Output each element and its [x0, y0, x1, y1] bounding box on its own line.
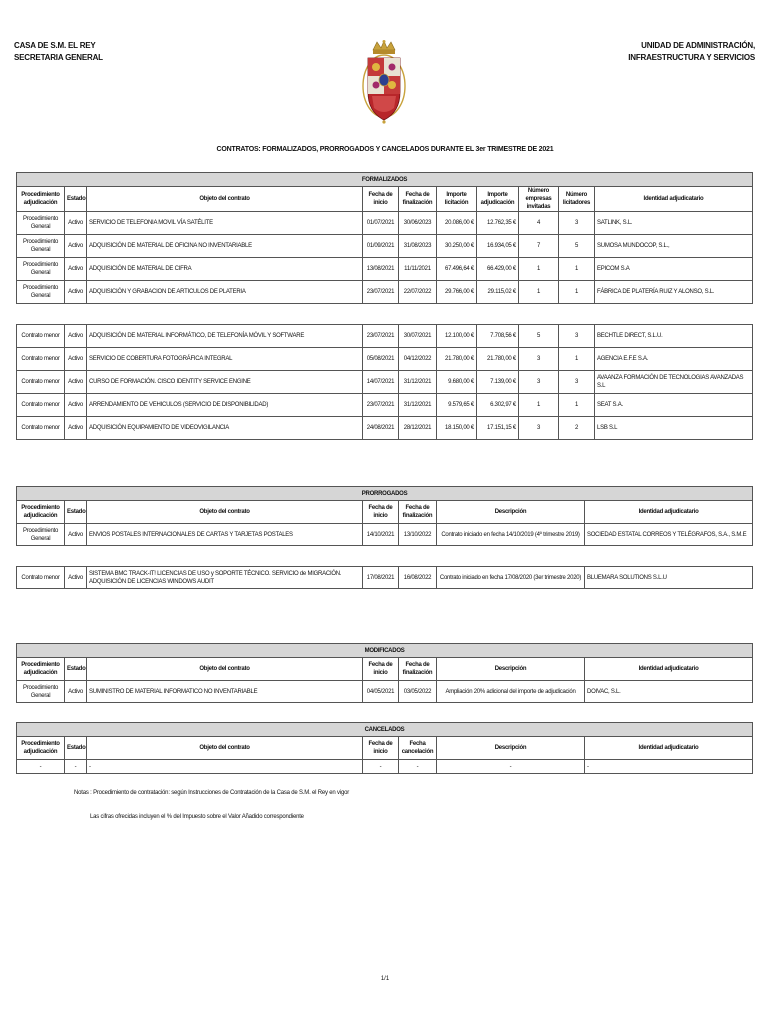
cell-fecha-fin: 30/06/2023: [399, 212, 437, 235]
cell-adjudicatario: SEAT S.A.: [595, 394, 753, 417]
table-row: [17, 681, 753, 703]
note-procedure: Notas : Procedimiento de contratación: según Instrucciones de Contratación de la Casa de S.M. el Rey en vigor: [74, 790, 350, 796]
cell-fecha-inicio: 14/10/2021: [363, 524, 399, 546]
cell-estado: Activo: [65, 325, 87, 348]
cell-estado: Activo: [65, 567, 87, 589]
cell-descripcion: Ampliación 20% adicional del importe de adjudicación: [437, 681, 585, 703]
cell-fecha-fin: 31/12/2021: [399, 394, 437, 417]
col-estado: Estado: [65, 737, 87, 760]
cell-fecha-fin: 13/10/2022: [399, 524, 437, 546]
cell-procedimiento: Contrato menor: [17, 325, 65, 348]
note-vat: Las cifras ofrecidas incluyen el % del Impuesto sobre el Valor Añadido correspondiente: [90, 814, 304, 820]
cell-adjudicatario: BECHTLE DIRECT, S.L.U.: [595, 325, 753, 348]
cell-estado: Activo: [65, 417, 87, 440]
cancelados-title: CANCELADOS: [17, 723, 753, 737]
cell-objeto: ADQUISICIÓN EQUIPAMIENTO DE VIDEOVIGILANCIA: [87, 417, 363, 440]
col-fecha-inicio: Fecha de inicio: [363, 737, 399, 760]
cell-estado: -: [65, 760, 87, 774]
cell-importe-licitacion: 21.780,00 €: [437, 348, 477, 371]
cell-licitadores: 3: [559, 371, 595, 394]
formalizados-general-rows: [17, 212, 753, 304]
formalizados-table: [16, 172, 753, 440]
cell-licitadores: 1: [559, 258, 595, 281]
cell-procedimiento: Procedimiento General: [17, 524, 65, 546]
col-adjudicatario: Identidad adjudicatario: [585, 501, 753, 524]
cancelados-header-row: [17, 737, 753, 760]
cell-fecha-inicio: 04/05/2021: [363, 681, 399, 703]
cell-objeto: SISTEMA BMC TRACK-IT! LICENCIAS DE USO y SOPORTE TÉCNICO. SERVICIO de MIGRACIÓN. ADQUISICIÓN DE LICENCIAS WINDOWS AUDIT: [87, 567, 363, 589]
cancelados-table: [16, 722, 753, 774]
cell-fecha-fin: -: [399, 760, 437, 774]
cell-adjudicatario: FÁBRICA DE PLATERÍA RUIZ Y ALONSO, S.L.: [595, 281, 753, 304]
cell-descripcion: Contrato iniciado en fecha 17/08/2020 (3er trimestre 2020): [437, 567, 585, 589]
cell-fecha-inicio: 17/08/2021: [363, 567, 399, 589]
table-row: [17, 212, 753, 235]
cell-importe-adjudicacion: 66.429,00 €: [477, 258, 519, 281]
header-left: [14, 40, 103, 64]
cell-fecha-inicio: 05/08/2021: [363, 348, 399, 371]
cell-fecha-fin: 11/11/2021: [399, 258, 437, 281]
cell-procedimiento: Procedimiento General: [17, 281, 65, 304]
formalizados-menor-rows: [17, 325, 753, 440]
col-estado: Estado: [65, 501, 87, 524]
cell-objeto: ADQUISICIÓN DE MATERIAL DE CIFRA: [87, 258, 363, 281]
prorrogados-title: PRORROGADOS: [17, 487, 753, 501]
cell-estado: Activo: [65, 281, 87, 304]
col-procedimiento: Procedimiento adjudicación: [17, 737, 65, 760]
header-right: [628, 40, 755, 64]
table-row: [17, 348, 753, 371]
cell-fecha-fin: 04/12/2022: [399, 348, 437, 371]
modificados-title: MODIFICADOS: [17, 644, 753, 658]
cell-descripcion: -: [437, 760, 585, 774]
col-descripcion: Descripción: [437, 658, 585, 681]
cell-importe-licitacion: 9.579,65 €: [437, 394, 477, 417]
cell-adjudicatario: BLUEMARA SOLUTIONS S.L.U: [585, 567, 753, 589]
cell-procedimiento: -: [17, 760, 65, 774]
col-adjudicatario: Identidad adjudicatario: [595, 187, 753, 212]
cell-adjudicatario: EPICOM S.A: [595, 258, 753, 281]
formalizados-title: FORMALIZADOS: [17, 173, 753, 187]
cell-licitadores: 1: [559, 281, 595, 304]
col-descripcion: Descripción: [437, 501, 585, 524]
col-procedimiento: Procedimiento adjudicación: [17, 658, 65, 681]
table-row: [17, 281, 753, 304]
cell-fecha-fin: 16/08/2022: [399, 567, 437, 589]
table-row: [17, 258, 753, 281]
cell-importe-adjudicacion: 12.762,35 €: [477, 212, 519, 235]
cell-procedimiento: Procedimiento General: [17, 681, 65, 703]
col-objeto: Objeto del contrato: [87, 658, 363, 681]
cell-estado: Activo: [65, 212, 87, 235]
cell-importe-adjudicacion: 21.780,00 €: [477, 348, 519, 371]
cell-objeto: SERVICIO DE COBERTURA FOTOGRÁFICA INTEGRAL: [87, 348, 363, 371]
cell-fecha-fin: 30/07/2021: [399, 325, 437, 348]
cancelados-rows: [17, 760, 753, 774]
cell-estado: Activo: [65, 394, 87, 417]
table-row: [17, 371, 753, 394]
cell-estado: Activo: [65, 258, 87, 281]
cell-importe-licitacion: 18.150,00 €: [437, 417, 477, 440]
cell-importe-adjudicacion: 29.115,02 €: [477, 281, 519, 304]
cell-procedimiento: Contrato menor: [17, 371, 65, 394]
formalizados-header-row: [17, 187, 753, 212]
cell-adjudicatario: -: [585, 760, 753, 774]
col-empresas-invitadas: Número empresas invitadas: [519, 187, 559, 212]
cell-procedimiento: Procedimiento General: [17, 212, 65, 235]
cell-objeto: SERVICIO DE TELEFONIA MOVIL VÍA SATÉLITE: [87, 212, 363, 235]
cell-licitadores: 3: [559, 212, 595, 235]
cell-importe-adjudicacion: 16.934,05 €: [477, 235, 519, 258]
department-name: SECRETARIA GENERAL: [14, 53, 103, 62]
col-licitadores: Número licitadores: [559, 187, 595, 212]
cell-empresas-invitadas: 1: [519, 281, 559, 304]
table-row: [17, 394, 753, 417]
col-importe-adjudicacion: Importe adjudicación: [477, 187, 519, 212]
col-adjudicatario: Identidad adjudicatario: [585, 737, 753, 760]
coat-of-arms-icon: [360, 40, 408, 124]
prorrogados-table: [16, 486, 753, 589]
cell-objeto: -: [87, 760, 363, 774]
col-objeto: Objeto del contrato: [87, 501, 363, 524]
cell-objeto: CURSO DE FORMACIÓN. CISCO IDENTITY SERVICE ENGINE: [87, 371, 363, 394]
cell-descripcion: Contrato iniciado en fecha 14/10/2019 (4º trimestre 2019): [437, 524, 585, 546]
cell-fecha-inicio: 24/08/2021: [363, 417, 399, 440]
cell-licitadores: 1: [559, 348, 595, 371]
cell-empresas-invitadas: 4: [519, 212, 559, 235]
cell-adjudicatario: SUMOSA MUNDOCOP, S.L.,: [595, 235, 753, 258]
cell-fecha-fin: 28/12/2021: [399, 417, 437, 440]
cell-empresas-invitadas: 1: [519, 394, 559, 417]
cell-objeto: ARRENDAMIENTO DE VEHICULOS (SERVICIO DE DISPONIBILIDAD): [87, 394, 363, 417]
col-fecha-fin: Fecha de finalización: [399, 658, 437, 681]
cell-fecha-fin: 03/05/2022: [399, 681, 437, 703]
col-fecha-cancelacion: Fecha cancelación: [399, 737, 437, 760]
cell-estado: Activo: [65, 524, 87, 546]
col-adjudicatario: Identidad adjudicatario: [585, 658, 753, 681]
cell-importe-adjudicacion: 7.139,00 €: [477, 371, 519, 394]
cell-procedimiento: Procedimiento General: [17, 235, 65, 258]
cell-licitadores: 3: [559, 325, 595, 348]
cell-fecha-inicio: 01/09/2021: [363, 235, 399, 258]
cell-importe-licitacion: 67.496,64 €: [437, 258, 477, 281]
cell-empresas-invitadas: 3: [519, 348, 559, 371]
cell-estado: Activo: [65, 681, 87, 703]
cell-fecha-fin: 31/12/2021: [399, 371, 437, 394]
modificados-table: [16, 643, 753, 703]
prorrogados-header-row: [17, 501, 753, 524]
section-spacer: [17, 546, 753, 567]
col-fecha-fin: Fecha de finalización: [399, 501, 437, 524]
col-procedimiento: Procedimiento adjudicación: [17, 187, 65, 212]
cell-estado: Activo: [65, 371, 87, 394]
col-estado: Estado: [65, 658, 87, 681]
cell-fecha-inicio: 13/08/2021: [363, 258, 399, 281]
cell-licitadores: 2: [559, 417, 595, 440]
table-row: [17, 567, 753, 589]
modificados-header-row: [17, 658, 753, 681]
prorrogados-rows: [17, 524, 753, 589]
cell-empresas-invitadas: 7: [519, 235, 559, 258]
col-fecha-fin: Fecha de finalización: [399, 187, 437, 212]
cell-objeto: SUMINISTRO DE MATERIAL INFORMATICO NO INVENTARIABLE: [87, 681, 363, 703]
cell-fecha-inicio: 23/07/2021: [363, 325, 399, 348]
cell-objeto: ADQUISICIÓN DE MATERIAL DE OFICINA NO INVENTARIABLE: [87, 235, 363, 258]
table-row: [17, 524, 753, 546]
cell-estado: Activo: [65, 348, 87, 371]
cell-objeto: ADQUISICIÓN DE MATERIAL INFORMÁTICO, DE TELEFONÍA MÓVIL Y SOFTWARE: [87, 325, 363, 348]
cell-objeto: ADQUISICIÓN Y GRABACION DE ARTICULOS DE PLATERIA: [87, 281, 363, 304]
cell-licitadores: 1: [559, 394, 595, 417]
modificados-rows: [17, 681, 753, 703]
cell-empresas-invitadas: 3: [519, 371, 559, 394]
cell-objeto: ENVIOS POSTALES INTERNACIONALES DE CARTAS Y TARJETAS POSTALES: [87, 524, 363, 546]
cell-importe-adjudicacion: 6.302,97 €: [477, 394, 519, 417]
cell-procedimiento: Contrato menor: [17, 348, 65, 371]
cell-fecha-fin: 22/07/2022: [399, 281, 437, 304]
cell-fecha-inicio: 23/07/2021: [363, 281, 399, 304]
cell-fecha-inicio: -: [363, 760, 399, 774]
col-procedimiento: Procedimiento adjudicación: [17, 501, 65, 524]
col-objeto: Objeto del contrato: [87, 737, 363, 760]
col-fecha-inicio: Fecha de inicio: [363, 187, 399, 212]
col-fecha-inicio: Fecha de inicio: [363, 501, 399, 524]
cell-empresas-invitadas: 1: [519, 258, 559, 281]
cell-adjudicatario: SATLINK, S.L.: [595, 212, 753, 235]
cell-licitadores: 5: [559, 235, 595, 258]
table-row: [17, 417, 753, 440]
cell-fecha-fin: 31/08/2023: [399, 235, 437, 258]
col-objeto: Objeto del contrato: [87, 187, 363, 212]
cell-procedimiento: Contrato menor: [17, 567, 65, 589]
cell-adjudicatario: LSB S.L: [595, 417, 753, 440]
page-number: 1/1: [380, 976, 390, 982]
cell-procedimiento: Contrato menor: [17, 417, 65, 440]
cell-adjudicatario: AVAANZA FORMACIÓN DE TECNOLOGIAS AVANZADAS S.L: [595, 371, 753, 394]
cell-importe-licitacion: 9.680,00 €: [437, 371, 477, 394]
document-title: CONTRATOS: FORMALIZADOS, PRORROGADOS Y CANCELADOS DURANTE EL 3er TRIMESTRE DE 2021: [216, 146, 554, 153]
cell-fecha-inicio: 14/07/2021: [363, 371, 399, 394]
cell-empresas-invitadas: 3: [519, 417, 559, 440]
cell-adjudicatario: AGENCIA E.F.E S.A.: [595, 348, 753, 371]
table-row: [17, 235, 753, 258]
col-descripcion: Descripción: [437, 737, 585, 760]
cell-adjudicatario: SOCIEDAD ESTATAL CORREOS Y TELÉGRAFOS, S.A., S.M.E: [585, 524, 753, 546]
section-spacer: [17, 304, 753, 325]
cell-importe-adjudicacion: 17.151,15 €: [477, 417, 519, 440]
cell-importe-licitacion: 29.766,00 €: [437, 281, 477, 304]
cell-importe-licitacion: 12.100,00 €: [437, 325, 477, 348]
cell-procedimiento: Contrato menor: [17, 394, 65, 417]
institution-name: CASA DE S.M. EL REY: [14, 41, 96, 50]
cell-empresas-invitadas: 5: [519, 325, 559, 348]
col-importe-licitacion: Importe licitación: [437, 187, 477, 212]
col-estado: Estado: [65, 187, 87, 212]
cell-fecha-inicio: 23/07/2021: [363, 394, 399, 417]
col-fecha-inicio: Fecha de inicio: [363, 658, 399, 681]
cell-estado: Activo: [65, 235, 87, 258]
cell-importe-licitacion: 20.086,00 €: [437, 212, 477, 235]
table-row: [17, 325, 753, 348]
cell-importe-licitacion: 30.250,00 €: [437, 235, 477, 258]
cell-fecha-inicio: 01/07/2021: [363, 212, 399, 235]
cell-importe-adjudicacion: 7.708,56 €: [477, 325, 519, 348]
cell-adjudicatario: DOIVAC, S.L.: [585, 681, 753, 703]
unit-name-line1: UNIDAD DE ADMINISTRACIÓN,: [641, 41, 755, 50]
cell-procedimiento: Procedimiento General: [17, 258, 65, 281]
unit-name-line2: INFRAESTRUCTURA Y SERVICIOS: [628, 53, 755, 62]
table-row: [17, 760, 753, 774]
